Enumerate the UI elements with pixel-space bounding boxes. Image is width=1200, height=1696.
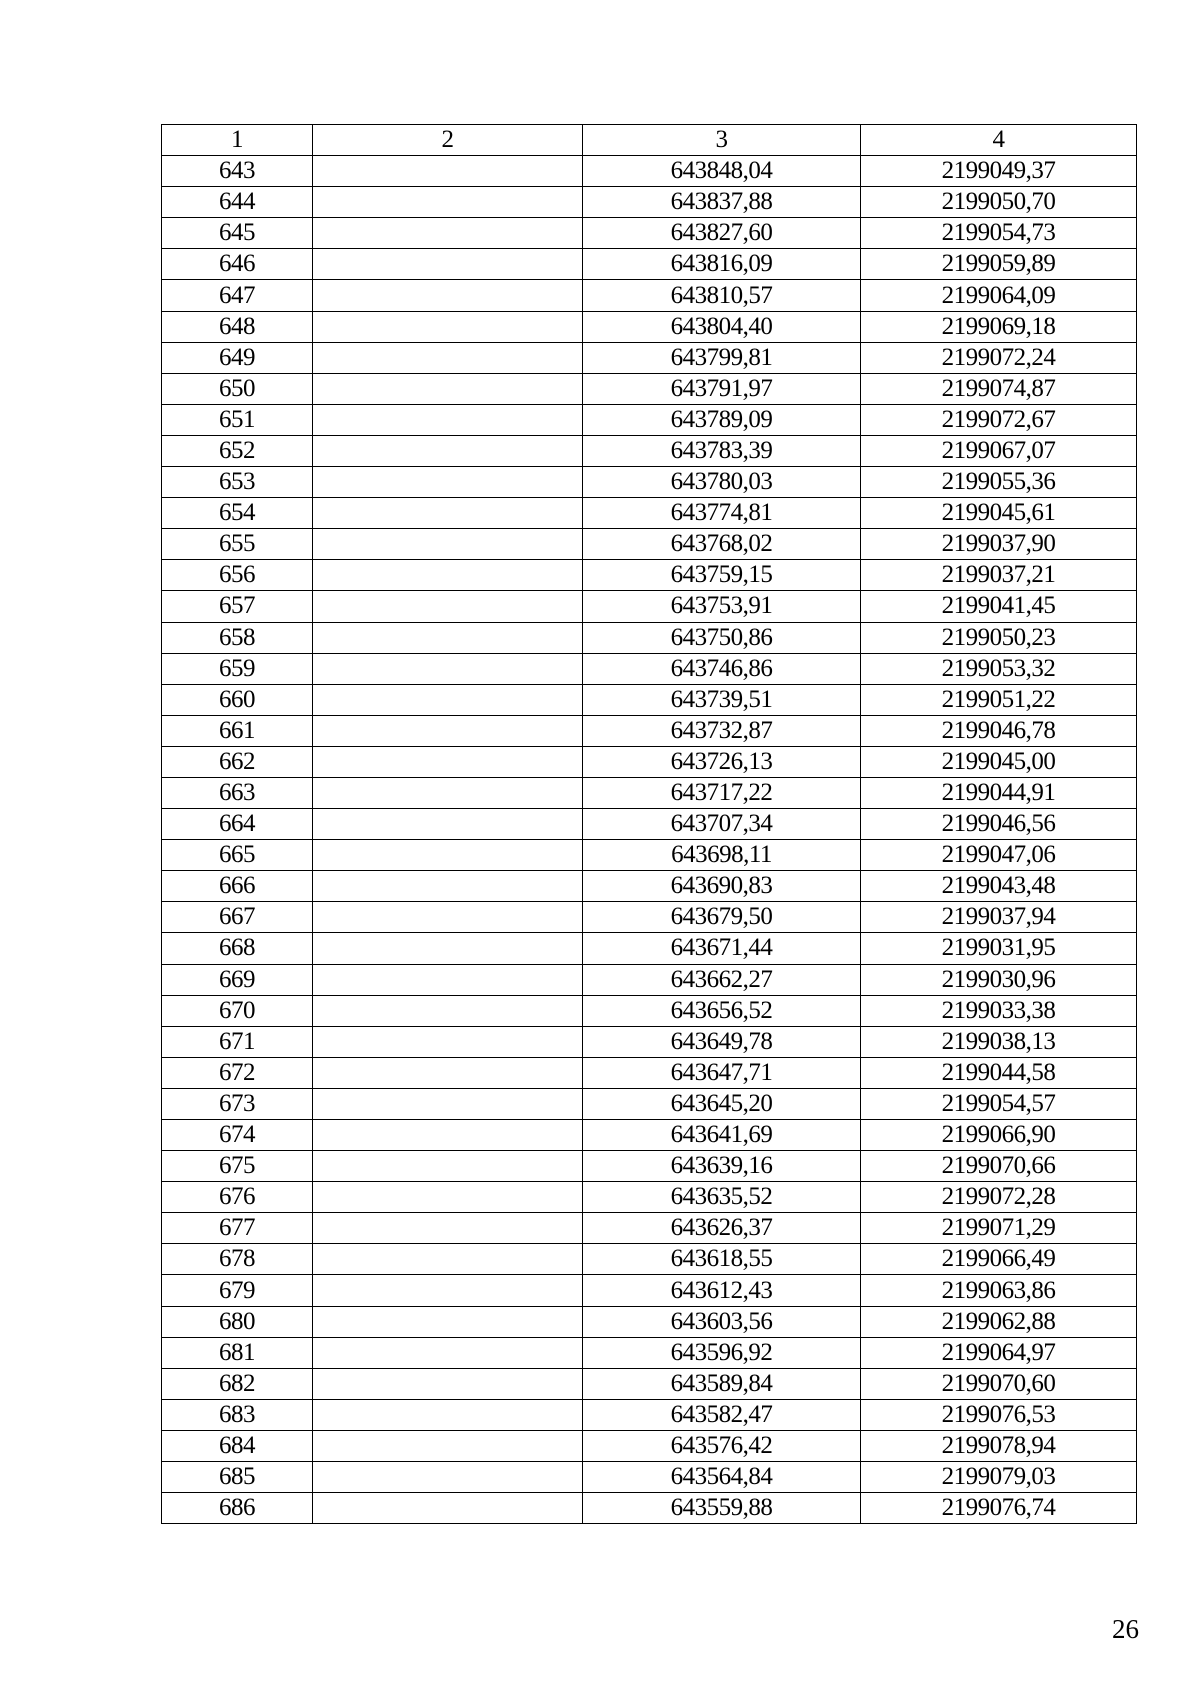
- table-cell-col-4: 2199038,13: [861, 1026, 1137, 1057]
- table-cell-col-2: [313, 840, 583, 871]
- table-cell-col-4: 2199072,28: [861, 1182, 1137, 1213]
- table-cell-col-4: 2199037,90: [861, 529, 1137, 560]
- table-cell-col-3: 643837,88: [583, 187, 861, 218]
- table-cell-col-3: 643645,20: [583, 1088, 861, 1119]
- table-row: [162, 218, 1137, 249]
- table-cell-col-1: 681: [162, 1337, 313, 1368]
- table-cell-col-2: [313, 964, 583, 995]
- table-cell-col-3: 643717,22: [583, 777, 861, 808]
- table-cell-col-3: 643810,57: [583, 280, 861, 311]
- table-cell-col-2: [313, 280, 583, 311]
- table-cell-col-4: 2199055,36: [861, 467, 1137, 498]
- table-cell-col-4: 2199044,58: [861, 1057, 1137, 1088]
- table-body: [162, 156, 1137, 1524]
- table-cell-col-4: 2199047,06: [861, 840, 1137, 871]
- table-cell-col-1: 670: [162, 995, 313, 1026]
- table-cell-col-2: [313, 1462, 583, 1493]
- table-cell-col-4: 2199072,67: [861, 404, 1137, 435]
- table-cell-col-3: 643576,42: [583, 1430, 861, 1461]
- table-row: [162, 342, 1137, 373]
- table-cell-col-3: 643662,27: [583, 964, 861, 995]
- table-cell-col-3: 643612,43: [583, 1275, 861, 1306]
- header-row: [162, 125, 1137, 156]
- table-row: [162, 809, 1137, 840]
- page-number: 26: [1112, 1614, 1139, 1644]
- table-cell-col-2: [313, 529, 583, 560]
- table-cell-col-2: [313, 746, 583, 777]
- table-cell-col-3: 643589,84: [583, 1368, 861, 1399]
- column-header-1: 1: [162, 125, 313, 156]
- table-row: [162, 964, 1137, 995]
- table-cell-col-3: 643559,88: [583, 1493, 861, 1524]
- table-cell-col-4: 2199043,48: [861, 871, 1137, 902]
- table-cell-col-1: 654: [162, 498, 313, 529]
- table-cell-col-2: [313, 684, 583, 715]
- table-cell-col-2: [313, 1213, 583, 1244]
- table-cell-col-3: 643804,40: [583, 311, 861, 342]
- table-cell-col-4: 2199050,23: [861, 622, 1137, 653]
- table-cell-col-3: 643746,86: [583, 653, 861, 684]
- table-row: [162, 653, 1137, 684]
- column-header-4: 4: [861, 125, 1137, 156]
- table-cell-col-1: 665: [162, 840, 313, 871]
- table-cell-col-3: 643707,34: [583, 809, 861, 840]
- table-cell-col-1: 646: [162, 249, 313, 280]
- table-cell-col-2: [313, 467, 583, 498]
- table-cell-col-3: 643791,97: [583, 373, 861, 404]
- table-cell-col-3: 643603,56: [583, 1306, 861, 1337]
- table-cell-col-3: 643848,04: [583, 156, 861, 187]
- table-row: [162, 1275, 1137, 1306]
- table-cell-col-1: 661: [162, 715, 313, 746]
- table-cell-col-4: 2199031,95: [861, 933, 1137, 964]
- table-cell-col-2: [313, 1399, 583, 1430]
- table-cell-col-3: 643768,02: [583, 529, 861, 560]
- table-cell-col-1: 648: [162, 311, 313, 342]
- coordinates-table: [161, 124, 1137, 1524]
- table-row: [162, 746, 1137, 777]
- table-cell-col-1: 649: [162, 342, 313, 373]
- table-row: [162, 1120, 1137, 1151]
- table-row: [162, 373, 1137, 404]
- table-cell-col-1: 647: [162, 280, 313, 311]
- table-cell-col-4: 2199059,89: [861, 249, 1137, 280]
- table-cell-col-4: 2199046,78: [861, 715, 1137, 746]
- table-row: [162, 591, 1137, 622]
- table-cell-col-1: 656: [162, 560, 313, 591]
- table-cell-col-3: 643732,87: [583, 715, 861, 746]
- table-cell-col-2: [313, 404, 583, 435]
- table-row: [162, 871, 1137, 902]
- table-cell-col-2: [313, 1306, 583, 1337]
- table-cell-col-4: 2199041,45: [861, 591, 1137, 622]
- table-cell-col-1: 675: [162, 1151, 313, 1182]
- table-row: [162, 467, 1137, 498]
- table-cell-col-1: 644: [162, 187, 313, 218]
- table-cell-col-1: 650: [162, 373, 313, 404]
- table-cell-col-4: 2199074,87: [861, 373, 1137, 404]
- table-cell-col-3: 643596,92: [583, 1337, 861, 1368]
- table-row: [162, 777, 1137, 808]
- table-cell-col-1: 676: [162, 1182, 313, 1213]
- table-cell-col-4: 2199072,24: [861, 342, 1137, 373]
- table-cell-col-1: 653: [162, 467, 313, 498]
- table-cell-col-2: [313, 591, 583, 622]
- table-cell-col-3: 643564,84: [583, 1462, 861, 1493]
- table-cell-col-2: [313, 311, 583, 342]
- table-cell-col-3: 643626,37: [583, 1213, 861, 1244]
- table-cell-col-2: [313, 373, 583, 404]
- table-cell-col-1: 660: [162, 684, 313, 715]
- table-cell-col-2: [313, 560, 583, 591]
- column-header-3: 3: [583, 125, 861, 156]
- table-row: [162, 1430, 1137, 1461]
- table-cell-col-1: 663: [162, 777, 313, 808]
- table-cell-col-3: 643671,44: [583, 933, 861, 964]
- table-row: [162, 840, 1137, 871]
- table-cell-col-4: 2199076,74: [861, 1493, 1137, 1524]
- table-row: [162, 933, 1137, 964]
- table-row: [162, 995, 1137, 1026]
- table-cell-col-4: 2199066,90: [861, 1120, 1137, 1151]
- table-row: [162, 529, 1137, 560]
- table-cell-col-2: [313, 342, 583, 373]
- table-cell-col-4: 2199053,32: [861, 653, 1137, 684]
- table-cell-col-1: 678: [162, 1244, 313, 1275]
- table-cell-col-2: [313, 218, 583, 249]
- table-cell-col-1: 666: [162, 871, 313, 902]
- table-cell-col-1: 672: [162, 1057, 313, 1088]
- table-cell-col-2: [313, 622, 583, 653]
- table-cell-col-1: 667: [162, 902, 313, 933]
- table-cell-col-1: 673: [162, 1088, 313, 1119]
- table-cell-col-1: 668: [162, 933, 313, 964]
- table-cell-col-1: 659: [162, 653, 313, 684]
- table-row: [162, 249, 1137, 280]
- table-cell-col-3: 643635,52: [583, 1182, 861, 1213]
- table-cell-col-1: 671: [162, 1026, 313, 1057]
- table-cell-col-4: 2199070,66: [861, 1151, 1137, 1182]
- table-row: [162, 902, 1137, 933]
- table-cell-col-4: 2199071,29: [861, 1213, 1137, 1244]
- table-cell-col-4: 2199078,94: [861, 1430, 1137, 1461]
- table-cell-col-4: 2199046,56: [861, 809, 1137, 840]
- table-cell-col-2: [313, 1275, 583, 1306]
- table-cell-col-1: 643: [162, 156, 313, 187]
- table-cell-col-4: 2199067,07: [861, 435, 1137, 466]
- table-cell-col-4: 2199045,61: [861, 498, 1137, 529]
- table-cell-col-3: 643641,69: [583, 1120, 861, 1151]
- table-row: [162, 560, 1137, 591]
- table-cell-col-3: 643582,47: [583, 1399, 861, 1430]
- table-row: [162, 1493, 1137, 1524]
- table-cell-col-1: 684: [162, 1430, 313, 1461]
- table-cell-col-4: 2199079,03: [861, 1462, 1137, 1493]
- table-row: [162, 156, 1137, 187]
- table-cell-col-1: 680: [162, 1306, 313, 1337]
- table-row: [162, 684, 1137, 715]
- table-cell-col-3: 643816,09: [583, 249, 861, 280]
- table-cell-col-1: 645: [162, 218, 313, 249]
- table-cell-col-1: 657: [162, 591, 313, 622]
- table-cell-col-1: 683: [162, 1399, 313, 1430]
- table-row: [162, 1399, 1137, 1430]
- table-cell-col-2: [313, 1337, 583, 1368]
- table-cell-col-4: 2199064,09: [861, 280, 1137, 311]
- table-cell-col-1: 658: [162, 622, 313, 653]
- table-cell-col-2: [313, 1493, 583, 1524]
- table-row: [162, 1088, 1137, 1119]
- table-cell-col-3: 643774,81: [583, 498, 861, 529]
- table-cell-col-1: 662: [162, 746, 313, 777]
- table-cell-col-1: 655: [162, 529, 313, 560]
- table-cell-col-3: 643618,55: [583, 1244, 861, 1275]
- table-cell-col-2: [313, 653, 583, 684]
- table-cell-col-1: 651: [162, 404, 313, 435]
- table-cell-col-3: 643726,13: [583, 746, 861, 777]
- table-cell-col-2: [313, 1244, 583, 1275]
- table-row: [162, 435, 1137, 466]
- table-cell-col-1: 682: [162, 1368, 313, 1399]
- table-cell-col-3: 643753,91: [583, 591, 861, 622]
- table-row: [162, 187, 1137, 218]
- table-row: [162, 280, 1137, 311]
- table-row: [162, 1368, 1137, 1399]
- table-cell-col-3: 643799,81: [583, 342, 861, 373]
- table-cell-col-3: 643698,11: [583, 840, 861, 871]
- table-cell-col-3: 643649,78: [583, 1026, 861, 1057]
- table-cell-col-4: 2199063,86: [861, 1275, 1137, 1306]
- table-cell-col-2: [313, 435, 583, 466]
- table-cell-col-4: 2199064,97: [861, 1337, 1137, 1368]
- table-row: [162, 622, 1137, 653]
- table-cell-col-3: 643679,50: [583, 902, 861, 933]
- table-cell-col-2: [313, 777, 583, 808]
- table-cell-col-2: [313, 1088, 583, 1119]
- table-cell-col-4: 2199076,53: [861, 1399, 1137, 1430]
- table-cell-col-2: [313, 1151, 583, 1182]
- table-cell-col-3: 643783,39: [583, 435, 861, 466]
- table-cell-col-2: [313, 995, 583, 1026]
- table-cell-col-3: 643750,86: [583, 622, 861, 653]
- table-header: [162, 125, 1137, 156]
- table-cell-col-2: [313, 1026, 583, 1057]
- table-cell-col-4: 2199030,96: [861, 964, 1137, 995]
- table-cell-col-3: 643789,09: [583, 404, 861, 435]
- table-cell-col-3: 643656,52: [583, 995, 861, 1026]
- table-row: [162, 404, 1137, 435]
- table-cell-col-2: [313, 1120, 583, 1151]
- table-cell-col-3: 643647,71: [583, 1057, 861, 1088]
- table-cell-col-1: 679: [162, 1275, 313, 1306]
- table-cell-col-1: 674: [162, 1120, 313, 1151]
- table-cell-col-4: 2199037,21: [861, 560, 1137, 591]
- table-row: [162, 1462, 1137, 1493]
- table-cell-col-4: 2199037,94: [861, 902, 1137, 933]
- table-cell-col-2: [313, 187, 583, 218]
- table-cell-col-1: 685: [162, 1462, 313, 1493]
- table-cell-col-1: 686: [162, 1493, 313, 1524]
- table-row: [162, 715, 1137, 746]
- table-cell-col-2: [313, 1057, 583, 1088]
- table-cell-col-2: [313, 156, 583, 187]
- table-cell-col-2: [313, 933, 583, 964]
- table-row: [162, 1306, 1137, 1337]
- table-row: [162, 1151, 1137, 1182]
- table-row: [162, 311, 1137, 342]
- table-row: [162, 1026, 1137, 1057]
- table-cell-col-4: 2199066,49: [861, 1244, 1137, 1275]
- table-row: [162, 1244, 1137, 1275]
- table-cell-col-3: 643690,83: [583, 871, 861, 902]
- table-cell-col-4: 2199051,22: [861, 684, 1137, 715]
- table-row: [162, 1213, 1137, 1244]
- table-cell-col-4: 2199054,73: [861, 218, 1137, 249]
- table-cell-col-4: 2199054,57: [861, 1088, 1137, 1119]
- table-row: [162, 1057, 1137, 1088]
- table-cell-col-3: 643827,60: [583, 218, 861, 249]
- table-cell-col-4: 2199049,37: [861, 156, 1137, 187]
- table-cell-col-1: 677: [162, 1213, 313, 1244]
- table-cell-col-3: 643739,51: [583, 684, 861, 715]
- table-cell-col-3: 643780,03: [583, 467, 861, 498]
- table-cell-col-4: 2199070,60: [861, 1368, 1137, 1399]
- table-row: [162, 1337, 1137, 1368]
- table-cell-col-2: [313, 809, 583, 840]
- table-cell-col-1: 669: [162, 964, 313, 995]
- table-cell-col-4: 2199045,00: [861, 746, 1137, 777]
- column-header-2: 2: [313, 125, 583, 156]
- table-cell-col-3: 643639,16: [583, 1151, 861, 1182]
- table-cell-col-2: [313, 498, 583, 529]
- table-cell-col-3: 643759,15: [583, 560, 861, 591]
- table-cell-col-2: [313, 871, 583, 902]
- table-cell-col-2: [313, 249, 583, 280]
- table-cell-col-2: [313, 1182, 583, 1213]
- table-row: [162, 498, 1137, 529]
- table-cell-col-1: 664: [162, 809, 313, 840]
- table-cell-col-2: [313, 715, 583, 746]
- table-cell-col-4: 2199069,18: [861, 311, 1137, 342]
- table-cell-col-1: 652: [162, 435, 313, 466]
- table-cell-col-4: 2199062,88: [861, 1306, 1137, 1337]
- table-cell-col-2: [313, 1430, 583, 1461]
- table-cell-col-2: [313, 902, 583, 933]
- table-cell-col-4: 2199044,91: [861, 777, 1137, 808]
- table-row: [162, 1182, 1137, 1213]
- table-cell-col-4: 2199050,70: [861, 187, 1137, 218]
- table-cell-col-4: 2199033,38: [861, 995, 1137, 1026]
- table-cell-col-2: [313, 1368, 583, 1399]
